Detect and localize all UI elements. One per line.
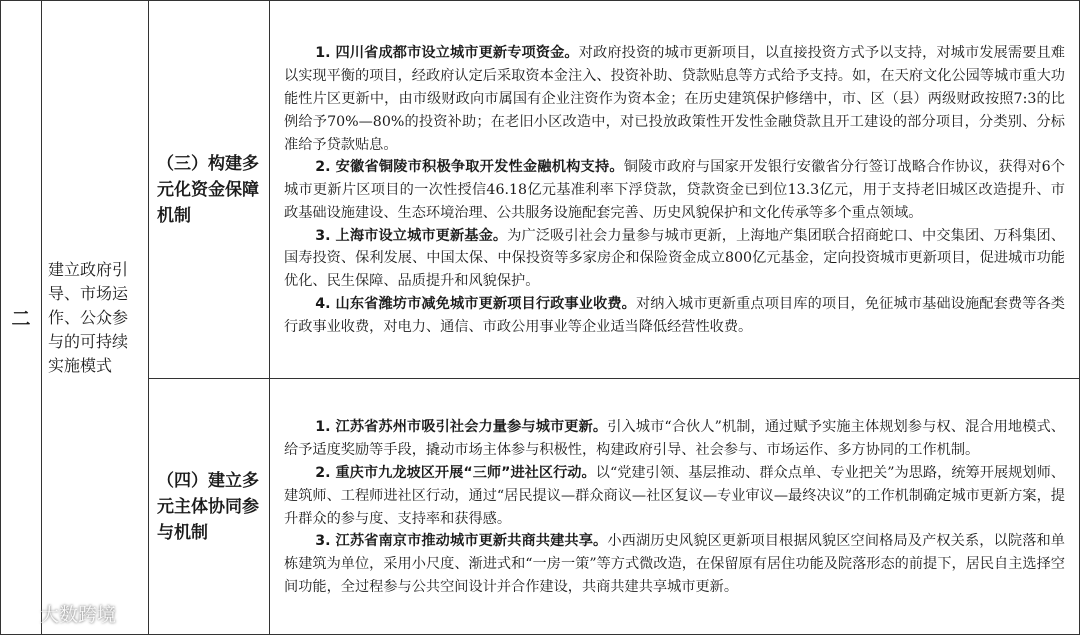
category-cell: 建立政府引导、市场运作、公众参与的可持续实施模式 — [42, 1, 149, 635]
case-item — [284, 462, 1065, 530]
case-heading: 2. 安徽省铜陵市积极争取开发性金融机构支持。 — [315, 159, 624, 176]
section-body-4 — [270, 379, 1080, 635]
case-heading: 3. 江苏省南京市推动城市更新共商共建共享。 — [315, 533, 608, 550]
case-item — [284, 225, 1065, 293]
section-title-4: （四）建立多元主体协同参与机制 — [149, 379, 270, 635]
section-body-3 — [270, 1, 1080, 379]
case-heading: 1. 江苏省苏州市吸引社会力量参与城市更新。 — [315, 419, 608, 436]
watermark-text: 大数跨境 — [40, 604, 117, 626]
case-item — [284, 416, 1065, 462]
case-text: 对纳入城市更新重点项目库的项目，免征城市基础设施配套费等各类行政事业收费，对电力、通信、市政公用事业等企业适当降低经营性收费。 — [284, 296, 1065, 335]
case-text: 引入城市“合伙人”机制，通过赋予实施主体规划参与权、混合用地模式、给予适度奖励等手段，撬动市场主体参与积极性，构建政府引导、社会参与、市场运作、多方协同的工作机制。 — [284, 419, 1065, 459]
watermark — [8, 600, 116, 627]
case-text: 小西湖历史风貌区更新项目根据风貌区空间格局及产权关系，以院落和单栋建筑为单位，采用小尺度、渐进式和“一房一策”等方式微改造，在保留原有居住功能及院落形态的前提下，居民自主选择空间功能，全过程参与公共空间设计并合作建设，共商共建共享城市更新。 — [284, 533, 1065, 595]
section-title-3: （三）构建多元化资金保障机制 — [149, 1, 270, 379]
case-item — [284, 42, 1065, 156]
case-item — [284, 156, 1065, 224]
case-text: 以“党建引领、基层推动、群众点单、专业把关”为思路，统筹开展规划师、建筑师、工程师进社区行动，通过“居民提议—群众商议—社区复议—专业审议—最终决议”的工作机制确定城市更新方案，提升群众的参与度、支持率和获得感。 — [284, 464, 1065, 527]
case-heading: 2. 重庆市九龙坡区开展“三师”进社区行动。 — [315, 464, 596, 481]
case-heading: 4. 山东省潍坊市减免城市更新项目行政事业收费。 — [315, 296, 636, 313]
case-text: 铜陵市政府与国家开发银行安徽省分行签订战略合作协议，获得对6个城市更新片区项目的一次性授信46.18亿元基准利率下浮贷款，贷款资金已到位13.3亿元，用于支持老旧城区改造提升、市政基础设施建设、生态环境治理、公共服务设施配套完善、历史风貌保护和文化传承等多个重点领域。 — [284, 159, 1065, 221]
case-text: 为广泛吸引社会力量参与城市更新，上海地产集团联合招商蛇口、中交集团、万科集团、国寿投资、保利发展、中国太保、中保投资等多家房企和保险资金成立800亿元基金，定向投资城市更新项目，促进城市功能优化、民生保障、品质提升和风貌保护。 — [284, 227, 1065, 290]
case-text: 对政府投资的城市更新项目，以直接投资方式予以支持，对城市发展需要且难以实现平衡的项目，经政府认定后采取资本金注入、投资补助、贷款贴息等方式给予支持。如，在天府文化公园等城市重大功能性片区更新中，由市级财政向市属国有企业注资作为资本金；在历史建筑保护修缮中，市、区（县）两级财政按照7:3的比例给予70%—80%的投资补助；在老旧小区改造中，对已投放政策性开发性金融贷款且开工建设的部分项目，分类别、分标准给予贷款贴息。 — [284, 45, 1065, 153]
weibo-logo-icon — [8, 606, 34, 626]
case-item — [284, 530, 1065, 598]
row-number: 二 — [1, 1, 42, 635]
case-heading: 3. 上海市设立城市更新基金。 — [315, 227, 508, 244]
case-item — [284, 293, 1065, 339]
case-heading: 1. 四川省成都市设立城市更新专项资金。 — [315, 45, 579, 62]
